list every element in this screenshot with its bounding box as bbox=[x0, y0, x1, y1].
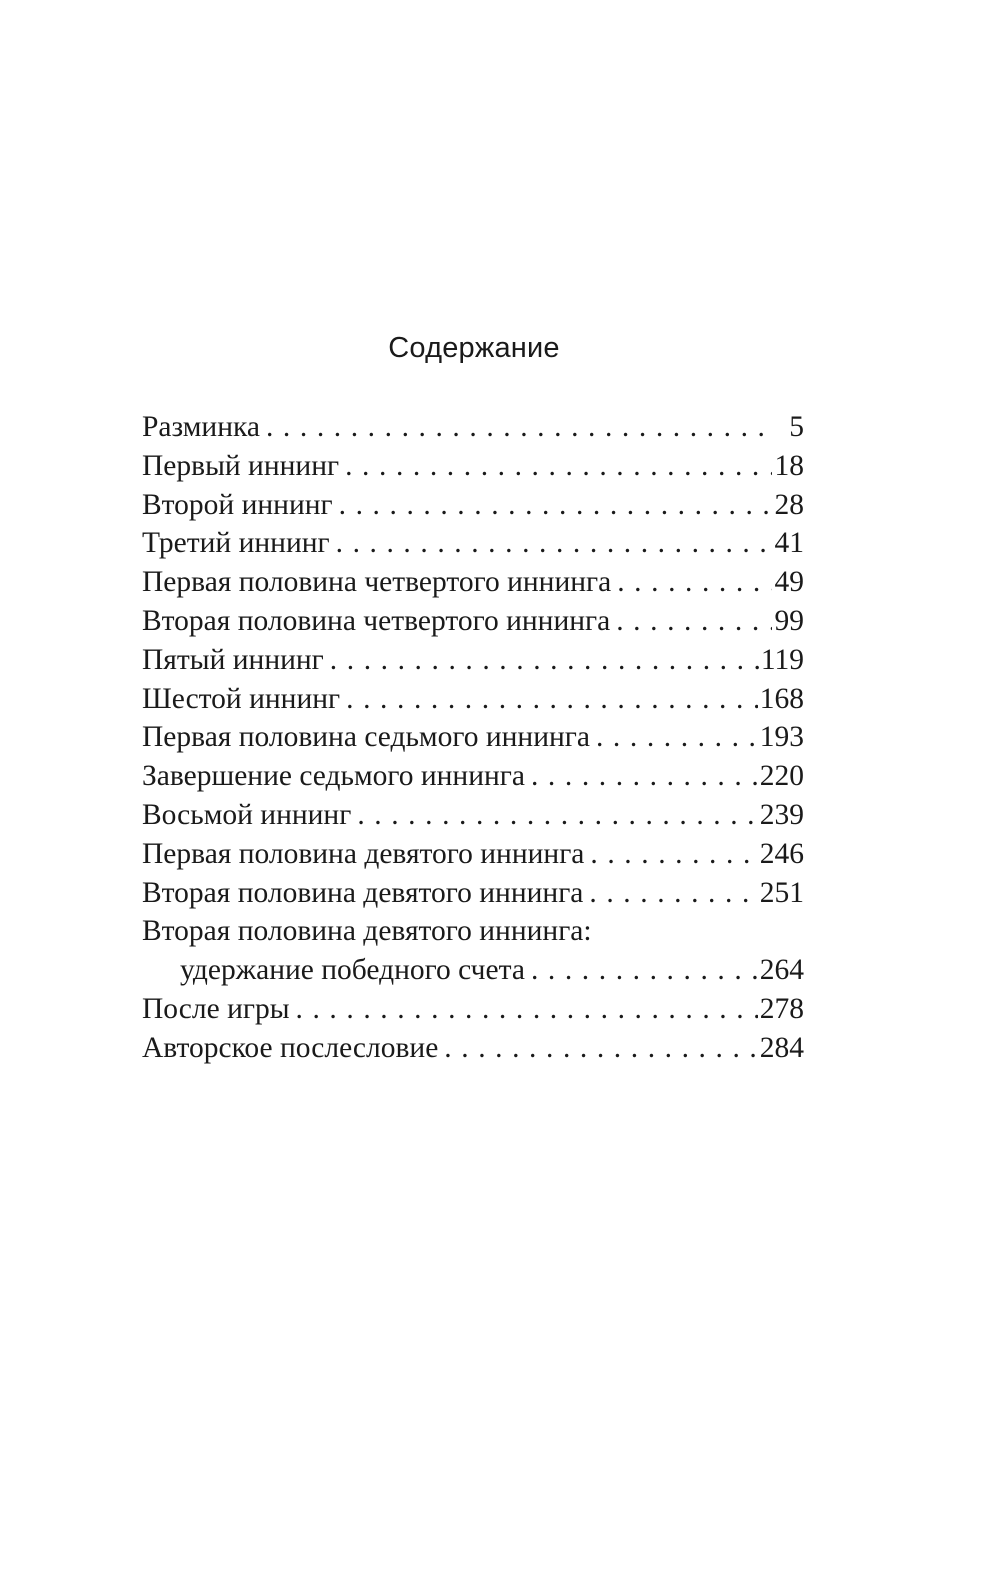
toc-entry-page: 246 bbox=[759, 837, 804, 870]
toc-entry bbox=[142, 990, 804, 1029]
toc-entry bbox=[142, 1029, 804, 1068]
toc-entry-page: 5 bbox=[789, 411, 804, 443]
toc-entry-label: Третий иннинг bbox=[142, 527, 330, 560]
dot-leader bbox=[345, 447, 772, 486]
toc-entry bbox=[142, 874, 804, 913]
toc-entry-label: удержание победного счета bbox=[180, 954, 525, 987]
dot-leader bbox=[330, 641, 759, 680]
dot-leader bbox=[531, 757, 758, 796]
toc-entry bbox=[142, 835, 804, 874]
dot-leader bbox=[336, 524, 772, 563]
toc-entry-label: Восьмой иннинг bbox=[142, 798, 352, 831]
toc-entry-label: Вторая половина девятого иннинга bbox=[142, 876, 584, 909]
toc-entry bbox=[142, 447, 804, 486]
toc-entry-page: 239 bbox=[759, 798, 804, 831]
toc-entry bbox=[142, 563, 804, 602]
toc-entry-page: 278 bbox=[759, 992, 804, 1025]
toc-entry bbox=[142, 796, 804, 835]
toc-entry-label: Первая половина девятого иннинга bbox=[142, 837, 585, 870]
toc-entry bbox=[142, 602, 804, 641]
dot-leader bbox=[346, 680, 758, 719]
toc-entry-page: 168 bbox=[759, 682, 804, 715]
toc-entry-label: Авторское послесловие bbox=[142, 1031, 439, 1064]
toc-entry-page: 18 bbox=[774, 449, 804, 482]
toc-entry-label: Разминка bbox=[142, 411, 260, 443]
toc-entry-page: 99 bbox=[774, 604, 804, 637]
toc-entry bbox=[142, 408, 804, 447]
toc-entry bbox=[142, 524, 804, 563]
toc-entry-page: 119 bbox=[760, 643, 804, 676]
toc-entry-label: Первая половина седьмого иннинга bbox=[142, 721, 590, 754]
dot-leader bbox=[266, 408, 772, 447]
page-title: Содержание bbox=[388, 332, 560, 364]
dot-leader bbox=[590, 835, 757, 874]
toc-entry-label: Второй иннинг bbox=[142, 488, 333, 521]
toc-entry bbox=[142, 680, 804, 719]
dot-leader bbox=[617, 563, 772, 602]
toc-entry-page: 28 bbox=[774, 488, 804, 521]
toc-entry-page: 251 bbox=[759, 876, 804, 909]
toc-entry-page: 49 bbox=[774, 566, 804, 599]
dot-leader bbox=[589, 874, 757, 913]
toc-entry-label: Первый иннинг bbox=[142, 449, 340, 482]
toc-entry-page: 264 bbox=[759, 954, 804, 987]
toc-entry bbox=[142, 486, 804, 525]
toc-entry-label: Вторая половина четвертого иннинга bbox=[142, 604, 611, 637]
toc-entry-label: Пятый иннинг bbox=[142, 643, 324, 676]
toc-entry-page: 193 bbox=[759, 721, 804, 754]
dot-leader bbox=[357, 796, 757, 835]
toc-entry bbox=[142, 757, 804, 796]
toc-entry-label: Завершение седьмого иннинга bbox=[142, 760, 525, 793]
dot-leader bbox=[596, 718, 758, 757]
toc-entry-page: 220 bbox=[759, 760, 804, 793]
dot-leader bbox=[444, 1029, 757, 1068]
toc-entry-page: 284 bbox=[759, 1031, 804, 1064]
toc-entry-label: Шестой иннинг bbox=[142, 682, 341, 715]
toc-entry-first-line bbox=[142, 912, 804, 951]
table-of-contents bbox=[142, 408, 804, 1068]
dot-leader bbox=[296, 990, 758, 1029]
toc-entry-label: Первая половина четвертого иннинга bbox=[142, 566, 612, 599]
dot-leader bbox=[531, 951, 758, 990]
dot-leader bbox=[616, 602, 772, 641]
toc-entry-label: Вторая половина девятого иннинга: bbox=[142, 915, 592, 948]
toc-entry-page: 41 bbox=[774, 527, 804, 560]
toc-entry bbox=[142, 641, 804, 680]
toc-entry bbox=[142, 718, 804, 757]
toc-entry-label: После игры bbox=[142, 992, 290, 1025]
toc-entry-continuation bbox=[142, 951, 804, 990]
dot-leader bbox=[339, 486, 772, 525]
